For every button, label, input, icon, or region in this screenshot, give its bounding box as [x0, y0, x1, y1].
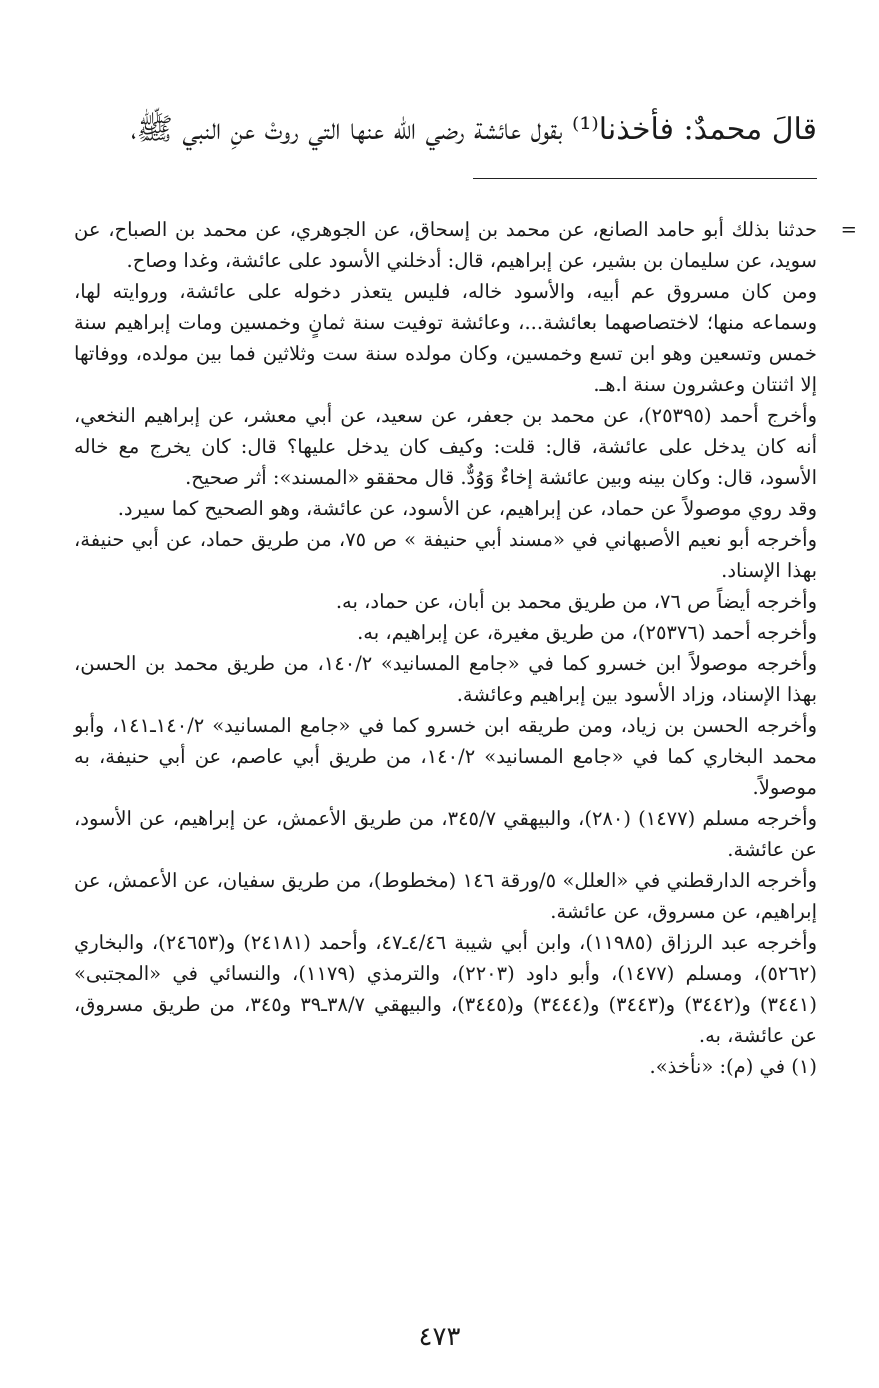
footnote-paragraph: وأخرجه أحمد (٢٥٣٧٦)، من طريق مغيرة، عن إبراهيم، به.	[357, 621, 817, 644]
footnote-1: (١) في (م): «نأخذ».	[649, 1055, 817, 1078]
footnote-paragraph: ومن كان مسروق عم أبيه، والأسود خاله، فليس يتعذر دخوله على عائشة، وروايته لها، وسماعه منها؛ لاختصاصهما بعائشة...، وعائشة توفيت سنة ثمانٍ وخمسين ومات إبراهيم سنة خمس وتسعين وهو ابن تسع وخمسين، وكان مولده سنة ست وثلاثين فما بين مولده، ووفاتها إلا اثنتان وعشرون سنة ا.هـ.	[74, 280, 817, 396]
main-text-line: قالَ محمدٌ: فأخذنا⁽¹⁾ بقول عائشة رضي الله عنها التي روتْ عنِ النبي ﷺ،	[130, 112, 817, 147]
footnote-paragraph: وأخرجه الحسن بن زياد، ومن طريقه ابن خسرو كما في «جامع المسانيد» ١٤٠/٢ـ١٤١، وأبو محمد البخاري كما في «جامع المسانيد» ١٤٠/٢، من طريق أبي عاصم، عن أبي حنيفة، به موصولاً.	[74, 714, 818, 799]
footnote-paragraph: وقد روي موصولاً عن حماد، عن إبراهيم، عن الأسود، عن عائشة، وهو الصحيح كما سيرد.	[117, 497, 817, 520]
footnote-paragraph: وأخرجه مسلم (١٤٧٧) (٢٨٠)، والبيهقي ٣٤٥/٧، من طريق الأعمش، عن إبراهيم، عن الأسود، عن عائشة.	[74, 807, 817, 861]
footnote-separator	[473, 178, 817, 179]
footnote-paragraph: وأخرجه موصولاً ابن خسرو كما في «جامع المسانيد» ١٤٠/٢، من طريق محمد بن الحسن، بهذا الإسناد، وزاد الأسود بين إبراهيم وعائشة.	[74, 652, 817, 706]
footnote-paragraph: وأخرج أحمد (٢٥٣٩٥)، عن محمد بن جعفر، عن سعيد، عن أبي معشر، عن إبراهيم النخعي، أنه كان يدخل على عائشة، قال: قلت: وكيف كان يدخل عليها؟ قال: كان يخرج مع خاله الأسود، قال: وكان بينه وبين عائشة إخاءٌ وَوُدٌّ. قال محققو «المسند»: أثر صحيح.	[74, 404, 817, 489]
footnote-paragraph: وأخرجه الدارقطني في «العلل» ٥/ورقة ١٤٦ (مخطوط)، من طريق سفيان، عن الأعمش، عن إبراهيم، عن مسروق، عن عائشة.	[74, 869, 817, 923]
footnotes-block	[74, 214, 857, 1082]
page-number: ٤٧٣	[418, 1322, 461, 1352]
footnote-paragraph: وأخرجه أيضاً ص ٧٦، من طريق محمد بن أبان، عن حماد، به.	[335, 590, 817, 613]
footnote-paragraph: وأخرجه أبو نعيم الأصبهاني في «مسند أبي حنيفة » ص ٧٥، من طريق حماد، عن أبي حنيفة، بهذا الإسناد.	[74, 528, 817, 582]
footnote-paragraph: حدثنا بذلك أبو حامد الصانع، عن محمد بن إسحاق، عن الجوهري، عن محمد بن الصباح، عن سويد، عن سليمان بن بشير، عن إبراهيم، قال: أدخلني الأسود على عائشة، وغدا وصاح.	[74, 218, 817, 272]
continuation-mark: =	[840, 218, 857, 241]
footnote-paragraph: وأخرجه عبد الرزاق (١١٩٨٥)، وابن أبي شيبة ٤/٤٦ـ٤٧، وأحمد (٢٤١٨١) و(٢٤٦٥٣)، والبخاري (٥٢٦٢)، ومسلم (١٤٧٧)، وأبو داود (٢٢٠٣)، والترمذي (١١٧٩)، والنسائي في «المجتبى» (٣٤٤١) و(٣٤٤٢) و(٣٤٤٣) و(٣٤٤٤) و(٣٤٤٥)، والبيهقي ٣٨/٧ـ٣٩ و٣٤٥، من طريق مسروق، عن عائشة، به.	[74, 931, 818, 1047]
